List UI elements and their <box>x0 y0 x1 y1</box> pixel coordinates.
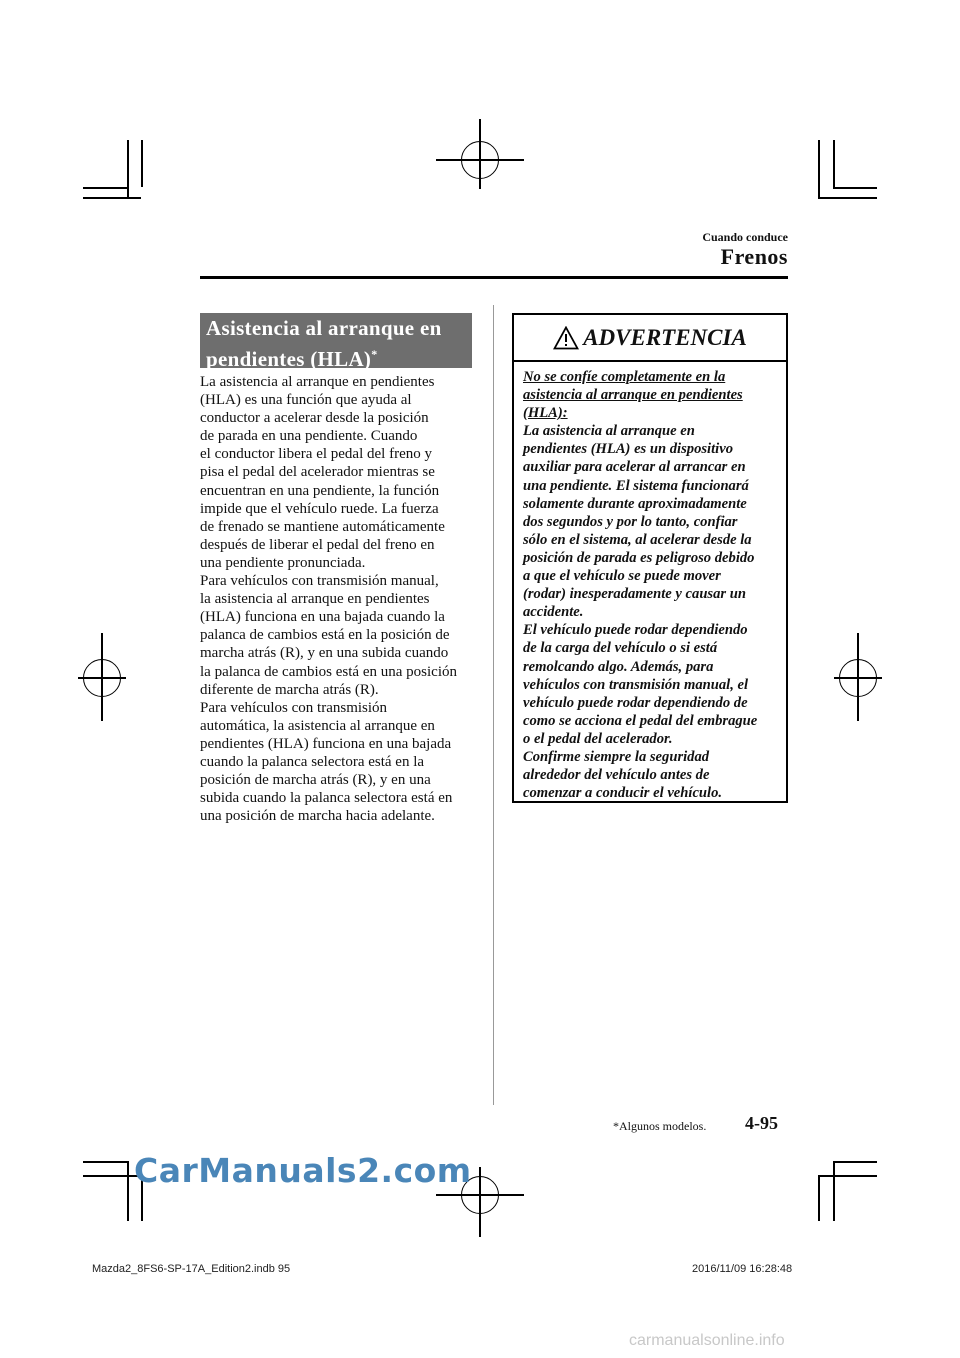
print-slug-file: Mazda2_8FS6-SP-17A_Edition2.indb 95 <box>92 1263 291 1275</box>
page-number: 4-95 <box>745 1113 778 1133</box>
warning-title: ADVERTENCIA <box>583 324 747 350</box>
watermark-logo: CarManuals2.com <box>134 1151 472 1190</box>
warning-lead: No se confíe completamente en la asistencia al arranque en pendientes (HLA): <box>523 369 743 422</box>
header-rule <box>200 276 788 279</box>
warning-text: La asistencia al arranque en pendientes (HLA) es un dispositivo auxiliar para acelerar al arrancar en una pendiente. El sistema funcionará solamente durante aproximadamente dos segundos y por lo tanto, confiar sólo en el sistema, al acelerar desde la posición de parada es peligroso debido a que el vehículo se puede mover (rodar) inesperadamente y causar un accidente. El vehículo puede rodar dependiendo de la carga del vehículo o si está remolcando algo. Además, para vehículos con transmisión manual, el vehículo puede rodar dependiendo de como se acciona el pedal del embrague o el pedal del acelerador. Confirme siempre la seguridad alrededor del vehículo antes de comenzar a conducir el vehículo. <box>523 423 758 802</box>
warning-header <box>514 315 786 362</box>
running-header-section: Cuando conduce <box>702 230 788 244</box>
warning-body <box>523 368 785 802</box>
warning-triangle-icon <box>553 326 579 350</box>
optional-model-mark: * <box>371 347 378 361</box>
running-header-chapter: Frenos <box>720 244 788 269</box>
section-title-line1: Asistencia al arranque en <box>206 316 442 340</box>
column-divider <box>493 305 494 1105</box>
body-paragraphs: La asistencia al arranque en pendientes (HLA) es una función que ayuda al conductor a acelerar desde la posición de parada en una pendiente. Cuando el conductor libera el pedal del freno y pisa el pedal del acelerador mientras se encuentran en una pendiente, la función impide que el vehículo ruede. La fuerza de frenado se mantiene automáticamente después de liberar el pedal del freno en una pendiente pronunciada. Para vehículos con transmisión manual, la asistencia al arranque en pendientes (HLA) funciona en una bajada cuando la palanca de cambios está en la posición de marcha atrás (R), y en una subida cuando la palanca de cambios está en una posición diferente de marcha atrás (R). Para vehículos con transmisión automática, la asistencia al arranque en pendientes (HLA) funciona en una bajada cuando la palanca selectora está en la posición de marcha atrás (R), y en una subida cuando la palanca selectora está en una posición de marcha hacia adelante. <box>200 374 457 825</box>
section-title-line2: pendientes (HLA)* <box>206 347 378 371</box>
section-title <box>200 313 472 371</box>
warning-box <box>512 313 788 803</box>
site-watermark: carmanualsonline.info <box>629 1332 785 1349</box>
print-slug-date: 2016/11/09 16:28:48 <box>692 1263 793 1275</box>
footnote: *Algunos modelos. <box>613 1119 707 1133</box>
